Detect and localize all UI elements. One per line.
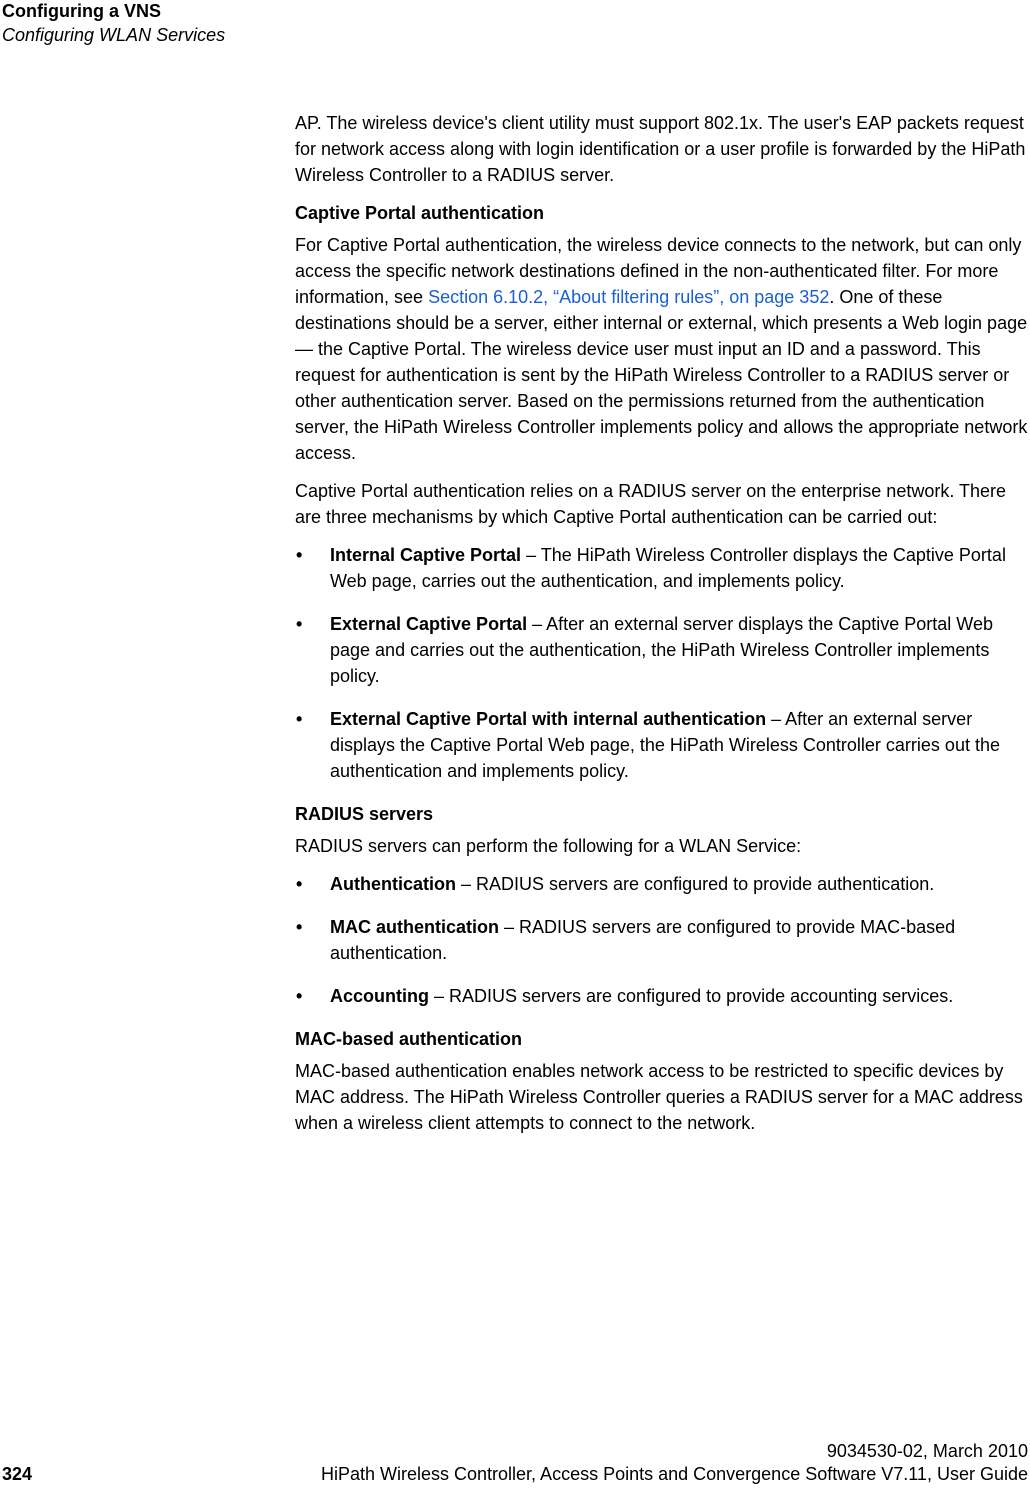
list-item [295,983,1030,1009]
list-item-term: External Captive Portal with internal authentication [330,709,767,729]
footer-line [0,1463,1028,1486]
list-item-term: Authentication [330,874,456,894]
running-header [2,0,225,48]
captive-mechanisms-paragraph: Captive Portal authentication relies on a RADIUS server on the enterprise network. There are three mechanisms by which Captive Portal authentication can be carried out: [295,481,1007,527]
document-id: 9034530-02, March 2010 [826,1441,1028,1461]
captive-portal-paragraph [295,232,1030,466]
list-item [295,871,1030,897]
bullet-icon: • [296,614,303,634]
list-item [295,706,1030,784]
list-item-term: MAC authentication [330,917,499,937]
list-item [295,611,1030,689]
mac-auth-paragraph: MAC-based authentication enables network access to be restricted to specific devices by MAC address. The HiPath Wireless Controller queries a RADIUS server for a MAC address when a wireless client attempts to connect to the network. [295,1061,1023,1133]
list-item-term: Internal Captive Portal [330,545,522,565]
list-item [295,542,1030,594]
bullet-icon: • [296,986,303,1006]
captive-portal-heading: Captive Portal authentication [295,203,545,223]
list-item-text: – After an external server displays the Captive Portal Web page and carries out the authentication, the HiPath Wireless Controller implements policy. [330,614,993,686]
list-item-text: – RADIUS servers are configured to provide MAC-based authentication. [330,917,956,963]
list-item-text: – After an external server displays the Captive Portal Web page, the HiPath Wireless Controller carries out the authentication and implements policy. [330,709,1000,781]
radius-paragraph: RADIUS servers can perform the following for a WLAN Service: [295,836,802,856]
filtering-rules-link[interactable]: Section 6.10.2, “About filtering rules”, on page 352 [428,287,830,307]
page-number: 324 [2,1464,33,1484]
intro-paragraph: AP. The wireless device's client utility must support 802.1x. The user's EAP packets request for network access along with login identification or a user profile is forwarded by the HiPath Wireless Controller to a RADIUS server. [295,113,1026,185]
page-footer [0,1440,1028,1486]
captive-text-b: . One of these destinations should be a server, either internal or external, which presents a Web login page — the Captive Portal. The wireless device user must input an ID and a password. This request for authentication is sent by the HiPath Wireless Controller to a RADIUS server or other authentication server. Based on the permissions returned from the authentication server, the HiPath Wireless Controller implements policy and allows the appropriate network access. [295,287,1028,463]
page-content [295,110,1030,1148]
guide-title: HiPath Wireless Controller, Access Points and Convergence Software V7.11, User Guide [320,1464,1028,1484]
list-item-term: Accounting [330,986,429,1006]
captive-portal-list [295,542,1030,784]
chapter-title: Configuring a VNS [2,1,161,21]
bullet-icon: • [296,709,303,729]
list-item [295,914,1030,966]
list-item-text: – RADIUS servers are configured to provide accounting services. [429,986,954,1006]
radius-list [295,871,1030,1009]
list-item-text: – The HiPath Wireless Controller displays the Captive Portal Web page, carries out the authentication, and implements policy. [330,545,1006,591]
captive-text-a: For Captive Portal authentication, the wireless device connects to the network, but can only access the specific network destinations defined in the non-authenticated filter. For more information, see [295,235,1022,307]
mac-auth-heading: MAC-based authentication [295,1029,523,1049]
list-item-text: – RADIUS servers are configured to provide authentication. [456,874,935,894]
bullet-icon: • [296,545,303,565]
radius-servers-heading: RADIUS servers [295,804,434,824]
bullet-icon: • [296,917,303,937]
section-title: Configuring WLAN Services [2,25,226,45]
bullet-icon: • [296,874,303,894]
list-item-term: External Captive Portal [330,614,528,634]
